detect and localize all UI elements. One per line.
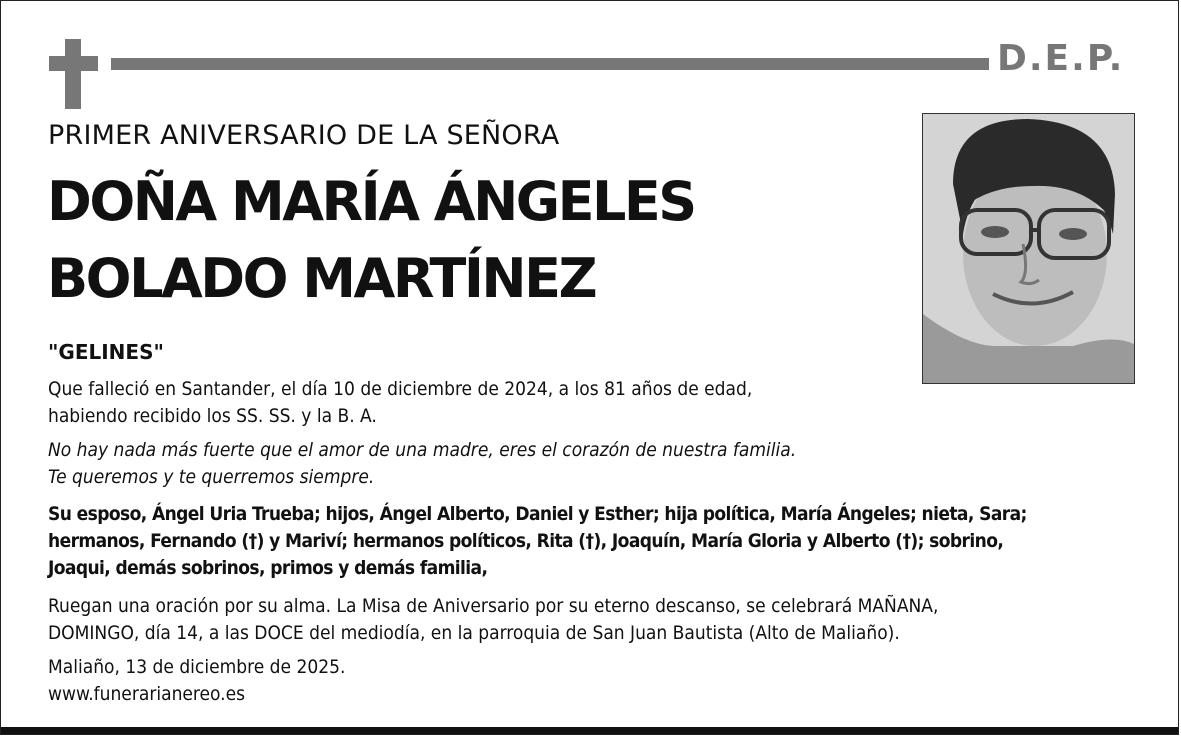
nickname: "GELINES" xyxy=(48,340,164,364)
cross-icon xyxy=(65,39,81,109)
death-details-line: habiendo recibido los SS. SS. y la B. A. xyxy=(48,405,377,427)
deceased-name-line1: DOÑA MARÍA ÁNGELES xyxy=(47,170,695,233)
dedication xyxy=(48,437,796,491)
family-line: Joaqui, demás sobrinos, primos y demás familia, xyxy=(48,557,488,579)
bottom-border xyxy=(1,727,1178,734)
mass-line: DOMINGO, día 14, a las DOCE del mediodía, en la parroquia de San Juan Bautista (Alto de Maliaño). xyxy=(48,622,900,644)
cross-icon-bar xyxy=(49,56,98,71)
dedication-line: Te queremos y te querremos siempre. xyxy=(48,466,375,488)
website-link[interactable]: www.funerarianereo.es xyxy=(48,683,246,705)
death-details-line: Que falleció en Santander, el día 10 de diciembre de 2024, a los 81 años de edad, xyxy=(48,378,753,400)
closing xyxy=(48,654,345,708)
mass-announcement xyxy=(48,593,938,647)
header-rule xyxy=(111,58,989,70)
portrait-photo xyxy=(922,113,1135,384)
deceased-name-line2: BOLADO MARTÍNEZ xyxy=(47,247,596,310)
family-list xyxy=(48,501,1027,582)
family-line: Su esposo, Ángel Uria Trueba; hijos, Ángel Alberto, Daniel y Esther; hija política, María Ángeles; nieta, Sara; xyxy=(48,503,1027,525)
death-details xyxy=(48,376,752,430)
dep-label: D.E.P. xyxy=(997,38,1125,79)
mass-line: Ruegan una oración por su alma. La Misa de Aniversario por su eterno descanso, se celebrará MAÑANA, xyxy=(48,595,939,617)
family-line: hermanos, Fernando (†) y Mariví; hermanos políticos, Rita (†), Joaquín, María Gloria y Alberto (†); sobrino, xyxy=(48,530,1004,552)
dedication-line: No hay nada más fuerte que el amor de una madre, eres el corazón de nuestra familia. xyxy=(48,439,797,461)
place-date: Maliaño, 13 de diciembre de 2025. xyxy=(48,656,346,678)
portrait-image xyxy=(923,114,1134,383)
anniversary-subtitle: PRIMER ANIVERSARIO DE LA SEÑORA xyxy=(48,120,560,151)
